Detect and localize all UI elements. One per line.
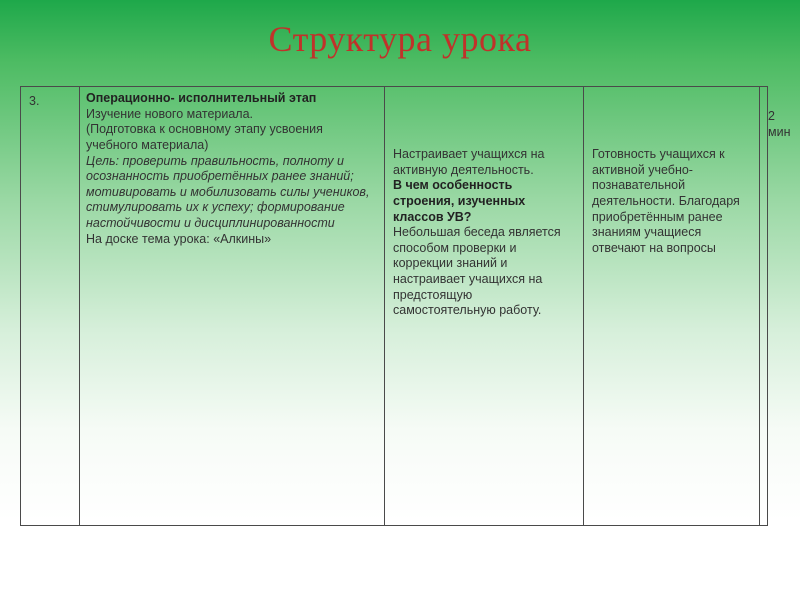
stage-topic: Изучение нового материала.	[86, 106, 254, 121]
table-row	[21, 87, 768, 526]
teacher-activity: Небольшая беседа является способом проверки и коррекции знаний и настраивает учащихся на предстоящую самостоятельную работу.	[393, 225, 561, 318]
stage-board-note: На доске тема урока: «Алкины»	[86, 231, 272, 246]
stage-number: 3.	[29, 94, 40, 108]
stage-duration: 2 мин	[768, 109, 791, 139]
expected-result: Готовность учащихся к активной учебно-познавательной деятельности. Благодаря приобретённым ранее знаниям учащиеся отвечают на вопросы	[592, 147, 740, 255]
stage-subtopic: (Подготовка к основному этапу усвоения учебного материала)	[86, 122, 323, 152]
expected-result-cell	[584, 87, 760, 526]
time-cell	[760, 87, 791, 526]
teacher-activity-cell	[385, 87, 584, 526]
teacher-question: В чем особенность строения, изученных классов УВ?	[393, 178, 526, 224]
stage-number-cell	[21, 87, 80, 526]
teacher-intro: Настраивает учащихся на активную деятельность.	[393, 147, 545, 177]
stage-description-cell	[80, 87, 385, 526]
slide-title: Структура урока	[268, 19, 532, 59]
stage-goal: Цель: проверить правильность, полноту и осознанность приобретённых ранее знаний; мотивировать и мобилизовать силы учеников, стимулировать их к успеху; формирование настойчивости и дисциплинированности	[86, 153, 370, 230]
lesson-structure-table	[20, 86, 791, 526]
stage-heading: Операционно- исполнительный этап	[86, 91, 317, 105]
